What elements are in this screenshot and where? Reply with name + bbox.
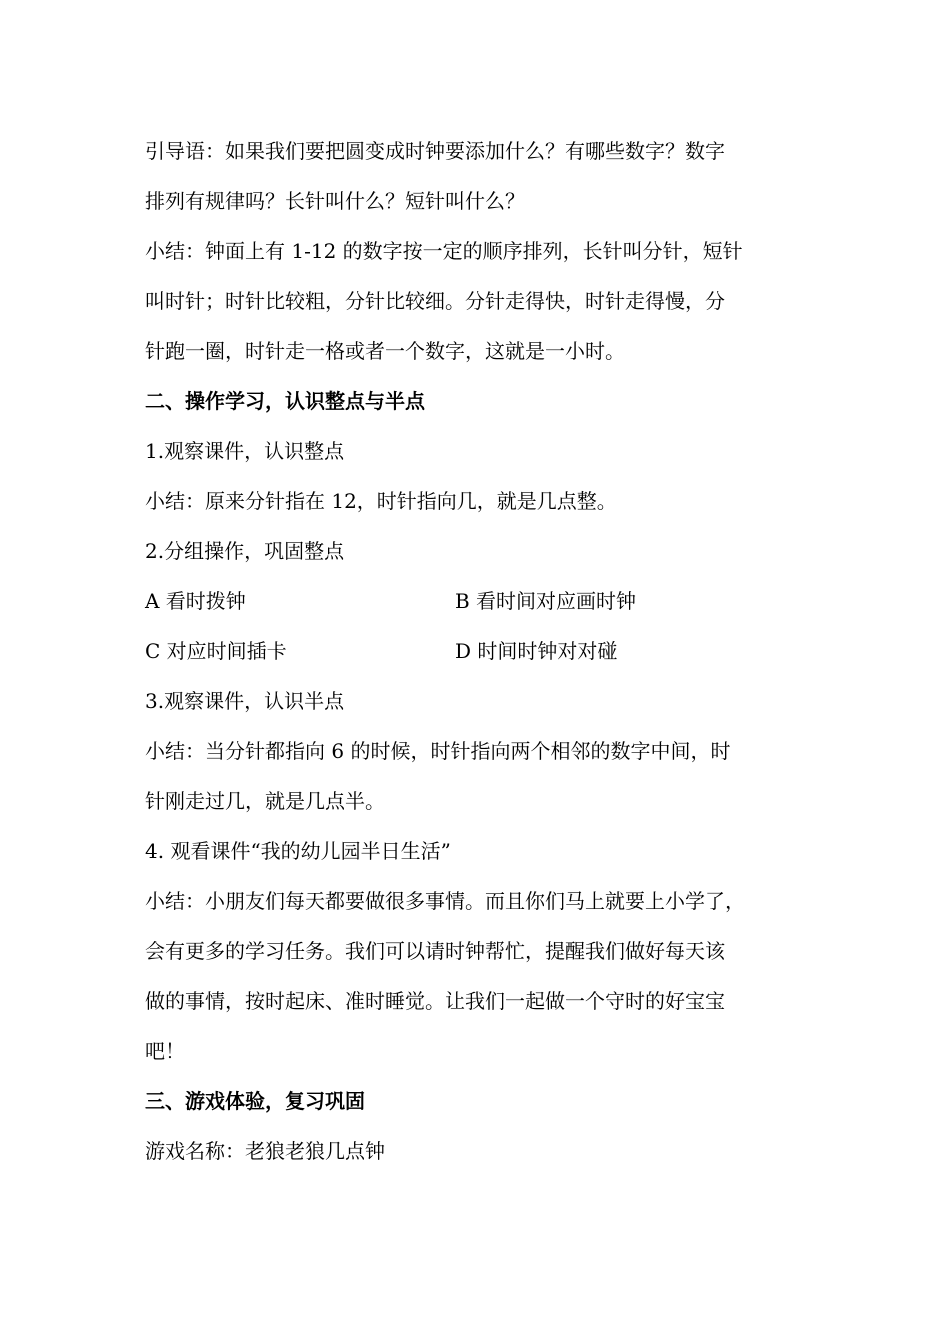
guide-text-line-1: 引导语：如果我们要把圆变成时钟要添加什么？有哪些数字？数字: [145, 139, 725, 163]
option-a: A 看时拨钟: [145, 589, 246, 613]
summary-4-line-3: 做的事情，按时起床、准时睡觉。让我们一起做一个守时的好宝宝: [145, 989, 725, 1013]
document-body: [145, 126, 805, 1176]
guide-text-line-2: 排列有规律吗？长针叫什么？短针叫什么？: [145, 189, 525, 213]
summary-3-line-1: 小结：当分针都指向 6 的时候，时针指向两个相邻的数字中间，时: [145, 739, 731, 763]
game-name: 游戏名称：老狼老狼几点钟: [145, 1139, 385, 1163]
summary-2: 小结：原来分针指在 12，时针指向几，就是几点整。: [145, 489, 617, 513]
section-3-heading: 三、游戏体验，复习巩固: [145, 1089, 365, 1113]
item-3: 3.观察课件，认识半点: [145, 689, 345, 713]
item-1: 1.观察课件，认识整点: [145, 439, 345, 463]
summary-1-line-3: 针跑一圈，时针走一格或者一个数字，这就是一小时。: [145, 339, 625, 363]
item-2: 2.分组操作，巩固整点: [145, 539, 345, 563]
summary-1-line-1: 小结：钟面上有 1-12 的数字按一定的顺序排列，长针叫分针，短针: [145, 239, 743, 263]
option-d: D 时间时钟对对碰: [455, 639, 618, 663]
section-2-heading: 二、操作学习，认识整点与半点: [145, 389, 425, 413]
summary-4-line-2: 会有更多的学习任务。我们可以请时钟帮忙，提醒我们做好每天该: [145, 939, 725, 963]
options-row-1: [145, 576, 805, 626]
summary-3-line-2: 针刚走过几，就是几点半。: [145, 789, 385, 813]
option-b: B 看时间对应画时钟: [455, 589, 637, 613]
option-c: C 对应时间插卡: [145, 639, 287, 663]
summary-4-line-4: 吧！: [145, 1039, 185, 1063]
summary-1-line-2: 叫时针；时针比较粗，分针比较细。分针走得快，时针走得慢，分: [145, 289, 725, 313]
options-row-2: [145, 626, 805, 676]
item-4: 4. 观看课件“我的幼儿园半日生活”: [145, 839, 451, 863]
summary-4-line-1: 小结：小朋友们每天都要做很多事情。而且你们马上就要上小学了，: [145, 889, 745, 913]
